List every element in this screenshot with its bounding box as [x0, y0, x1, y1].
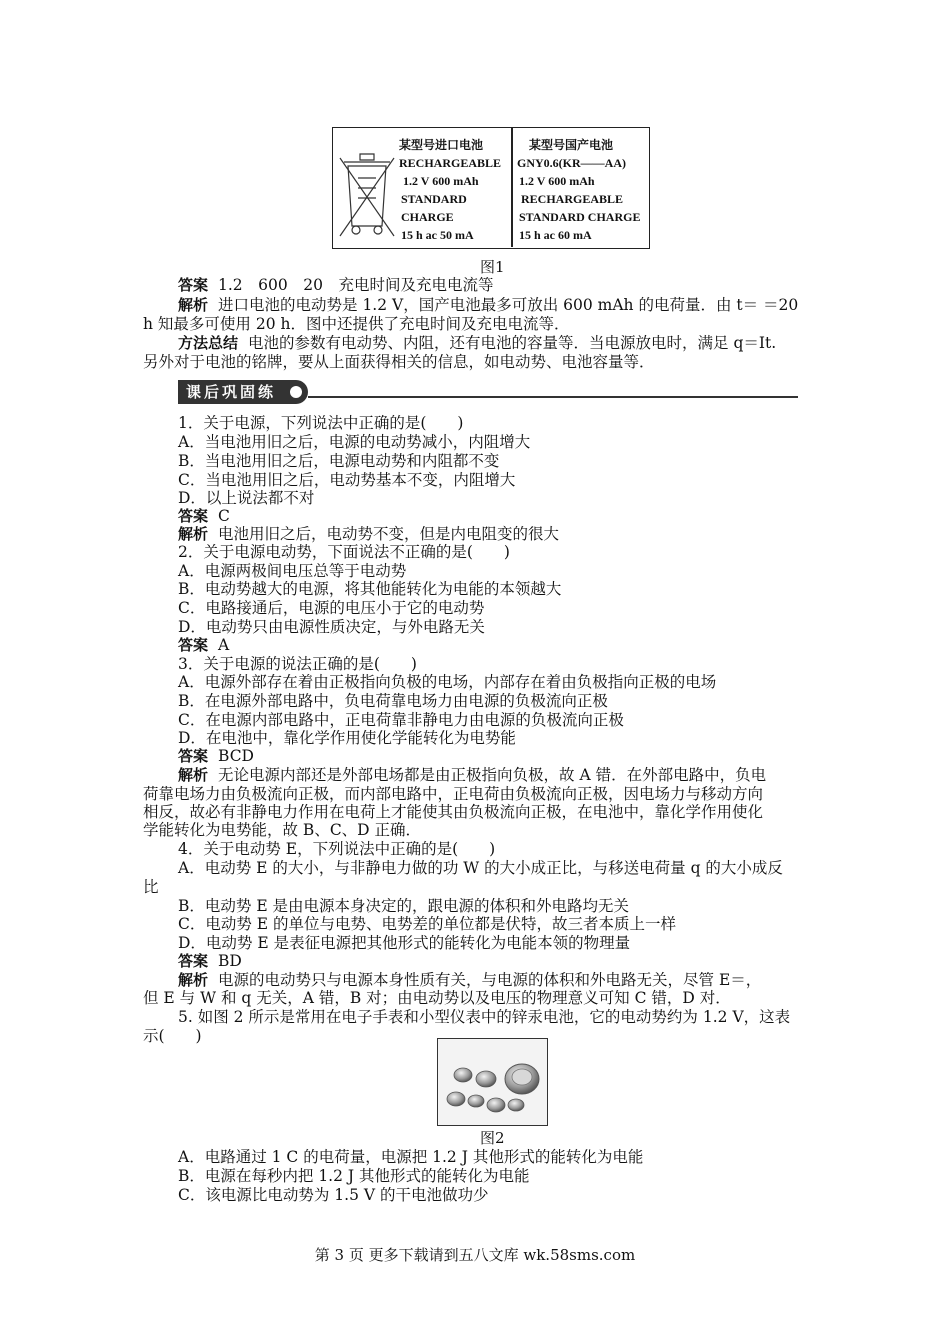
- answer-label: 答案: [178, 507, 209, 525]
- question-option: C．电路接通后，电源的电压小于它的电动势: [178, 599, 485, 617]
- answer-value: A: [218, 636, 230, 654]
- question-stem: 2．关于电源电动势，下面说法不正确的是( ): [178, 543, 510, 561]
- analysis-label: 解析: [178, 296, 209, 314]
- import-battery-line: RECHARGEABLE: [399, 156, 502, 170]
- figure-1-battery-labels: [332, 127, 650, 249]
- analysis-text: 电池用旧之后，电动势不变，但是内电阻变的很大: [218, 525, 560, 543]
- question-option: C．当电池用旧之后，电动势基本不变，内阻增大: [178, 471, 516, 489]
- figure-divider: [511, 128, 513, 247]
- question-stem: 1．关于电源，下列说法中正确的是( ): [178, 414, 464, 432]
- domestic-battery-line: STANDARD CHARGE: [519, 210, 641, 224]
- question-option: B．电动势越大的电源，将其他能转化为电能的本领越大: [178, 580, 562, 598]
- import-battery-line: CHARGE: [401, 210, 454, 224]
- analysis-label: 解析: [178, 971, 209, 989]
- question-stem: 4．关于电动势 E，下列说法中正确的是( ): [178, 840, 496, 858]
- question-option: D．以上说法都不对: [178, 489, 315, 507]
- section-rule: [308, 396, 798, 398]
- question-option: D．在电池中，靠化学作用使化学能转化为电势能: [178, 729, 516, 747]
- question-option: D．电动势 E 是表征电源把其他形式的能转化为电能本领的物理量: [178, 934, 631, 952]
- answer-line: [178, 635, 229, 655]
- import-battery-line: 15 h ac 50 mA: [401, 228, 474, 242]
- question-option: C．电动势 E 的单位与电势、电势差的单位都是伏特，故三者本质上一样: [178, 915, 677, 933]
- answer-line: [178, 275, 493, 295]
- analysis-line: [178, 765, 766, 785]
- answer-line: [178, 506, 230, 526]
- figure-2-caption: 图2: [480, 1129, 505, 1147]
- question-option: A．电源外部存在着由正极指向负极的电场，内部存在着由负极指向正极的电场: [178, 673, 717, 691]
- answer-value: BD: [218, 952, 242, 970]
- analysis-label: 解析: [178, 525, 209, 543]
- answer-label: 答案: [178, 747, 209, 765]
- answer-value: C: [218, 507, 230, 525]
- answer-line: [178, 951, 242, 971]
- method-summary-text: 另外对于电池的铭牌，要从上面获得相关的信息，如电动势、电池容量等．: [143, 353, 655, 371]
- question-option: A．电源两极间电压总等于电动势: [178, 562, 407, 580]
- analysis-line: [178, 295, 798, 315]
- domestic-battery-line: 1.2 V 600 mAh: [519, 174, 595, 188]
- answer-line: [178, 746, 254, 766]
- domestic-battery-line: 15 h ac 60 mA: [519, 228, 592, 242]
- domestic-battery-title: 某型号国产电池: [529, 138, 614, 152]
- question-stem: 3．关于电源的说法正确的是( ): [178, 655, 417, 673]
- analysis-text: 无论电源内部还是外部电场都是由正极指向负极，故 A 错．在外部电路中，负电: [218, 766, 767, 784]
- question-option: 比: [143, 878, 159, 896]
- answer-label: 答案: [178, 952, 209, 970]
- question-option: B．当电池用旧之后，电源电动势和内阻都不变: [178, 452, 500, 470]
- analysis-text: 荷靠电场力由负极流向正极，而内部电路中，正电荷由负极流向正极，因电场力与移动方向: [143, 785, 764, 803]
- answer-value: 1.2 600 20 充电时间及充电电流等: [218, 276, 494, 294]
- answer-value: BCD: [218, 747, 254, 765]
- question-option: B．电源在每秒内把 1.2 J 其他形式的能转化为电能: [178, 1167, 530, 1185]
- analysis-text: 相反，故必有非静电力作用在电荷上才能使其由负极流向正极，在电池中，靠化学作用使化: [143, 803, 764, 821]
- figure-1-caption: 图1: [480, 258, 505, 276]
- import-battery-title: 某型号进口电池: [399, 138, 484, 152]
- question-option: C．在电源内部电路中，正电荷靠非静电力由电源的负极流向正极: [178, 711, 624, 729]
- button-battery-photo: [438, 1039, 547, 1125]
- question-option: C．该电源比电动势为 1.5 V 的干电池做功少: [178, 1186, 489, 1204]
- domestic-battery-line: GNY0.6(KR——AA): [517, 156, 626, 170]
- answer-label: 答案: [178, 276, 209, 294]
- recycle-bin-icon: [338, 148, 396, 240]
- analysis-text: h 知最多可使用 20 h．图中还提供了充电时间及充电电流等．: [143, 315, 570, 333]
- import-battery-line: 1.2 V 600 mAh: [403, 174, 479, 188]
- question-option: B．在电源外部电路中，负电荷靠电场力由电源的负极流向正极: [178, 692, 608, 710]
- figure-2-button-batteries: [437, 1038, 548, 1126]
- analysis-text: 进口电池的电动势是 1.2 V，国产电池最多可放出 600 mAh 的电荷量．由 t＝ ＝20: [218, 296, 799, 314]
- analysis-line: [178, 970, 761, 990]
- analysis-text: 但 E 与 W 和 q 无关，A 错，B 对；由电动势以及电压的物理意义可知 C 错，D 对．: [143, 989, 731, 1007]
- question-option: B．电动势 E 是由电源本身决定的，跟电源的体积和外电路均无关: [178, 897, 630, 915]
- question-stem: 示( ): [143, 1027, 202, 1045]
- section-title: 课后巩固练: [186, 383, 277, 401]
- domestic-battery-line: RECHARGEABLE: [521, 192, 624, 206]
- question-option: A．电动势 E 的大小，与非静电力做的功 W 的大小成正比，与移送电荷量 q 的大小成反: [178, 859, 783, 877]
- answer-label: 答案: [178, 636, 209, 654]
- import-battery-line: STANDARD: [401, 192, 467, 206]
- bullet-icon: [290, 386, 302, 398]
- analysis-line: [178, 524, 559, 544]
- method-summary-label: 方法总结: [178, 334, 239, 352]
- question-stem: 5. 如图 2 所示是常用在电子手表和小型仪表中的锌汞电池，它的电动势约为 1.2 V，这表: [178, 1008, 791, 1026]
- question-option: D．电动势只由电源性质决定，与外电路无关: [178, 618, 485, 636]
- method-summary-text: 电池的参数有电动势、内阻，还有电池的容量等．当电源放电时，满足 q＝It.: [248, 334, 777, 352]
- analysis-text: 电源的电动势只与电源本身性质有关，与电源的体积和外电路无关，尽管 E＝，: [218, 971, 762, 989]
- analysis-label: 解析: [178, 766, 209, 784]
- page-footer: 第 3 页 更多下载请到五八文库 wk.58sms.com: [314, 1246, 636, 1264]
- method-summary-line: [178, 333, 776, 353]
- analysis-text: 学能转化为电势能，故 B、C、D 正确．: [143, 821, 422, 839]
- question-option: A．电路通过 1 C 的电荷量，电源把 1.2 J 其他形式的能转化为电能: [178, 1148, 644, 1166]
- question-option: A．当电池用旧之后，电源的电动势减小，内阻增大: [178, 433, 531, 451]
